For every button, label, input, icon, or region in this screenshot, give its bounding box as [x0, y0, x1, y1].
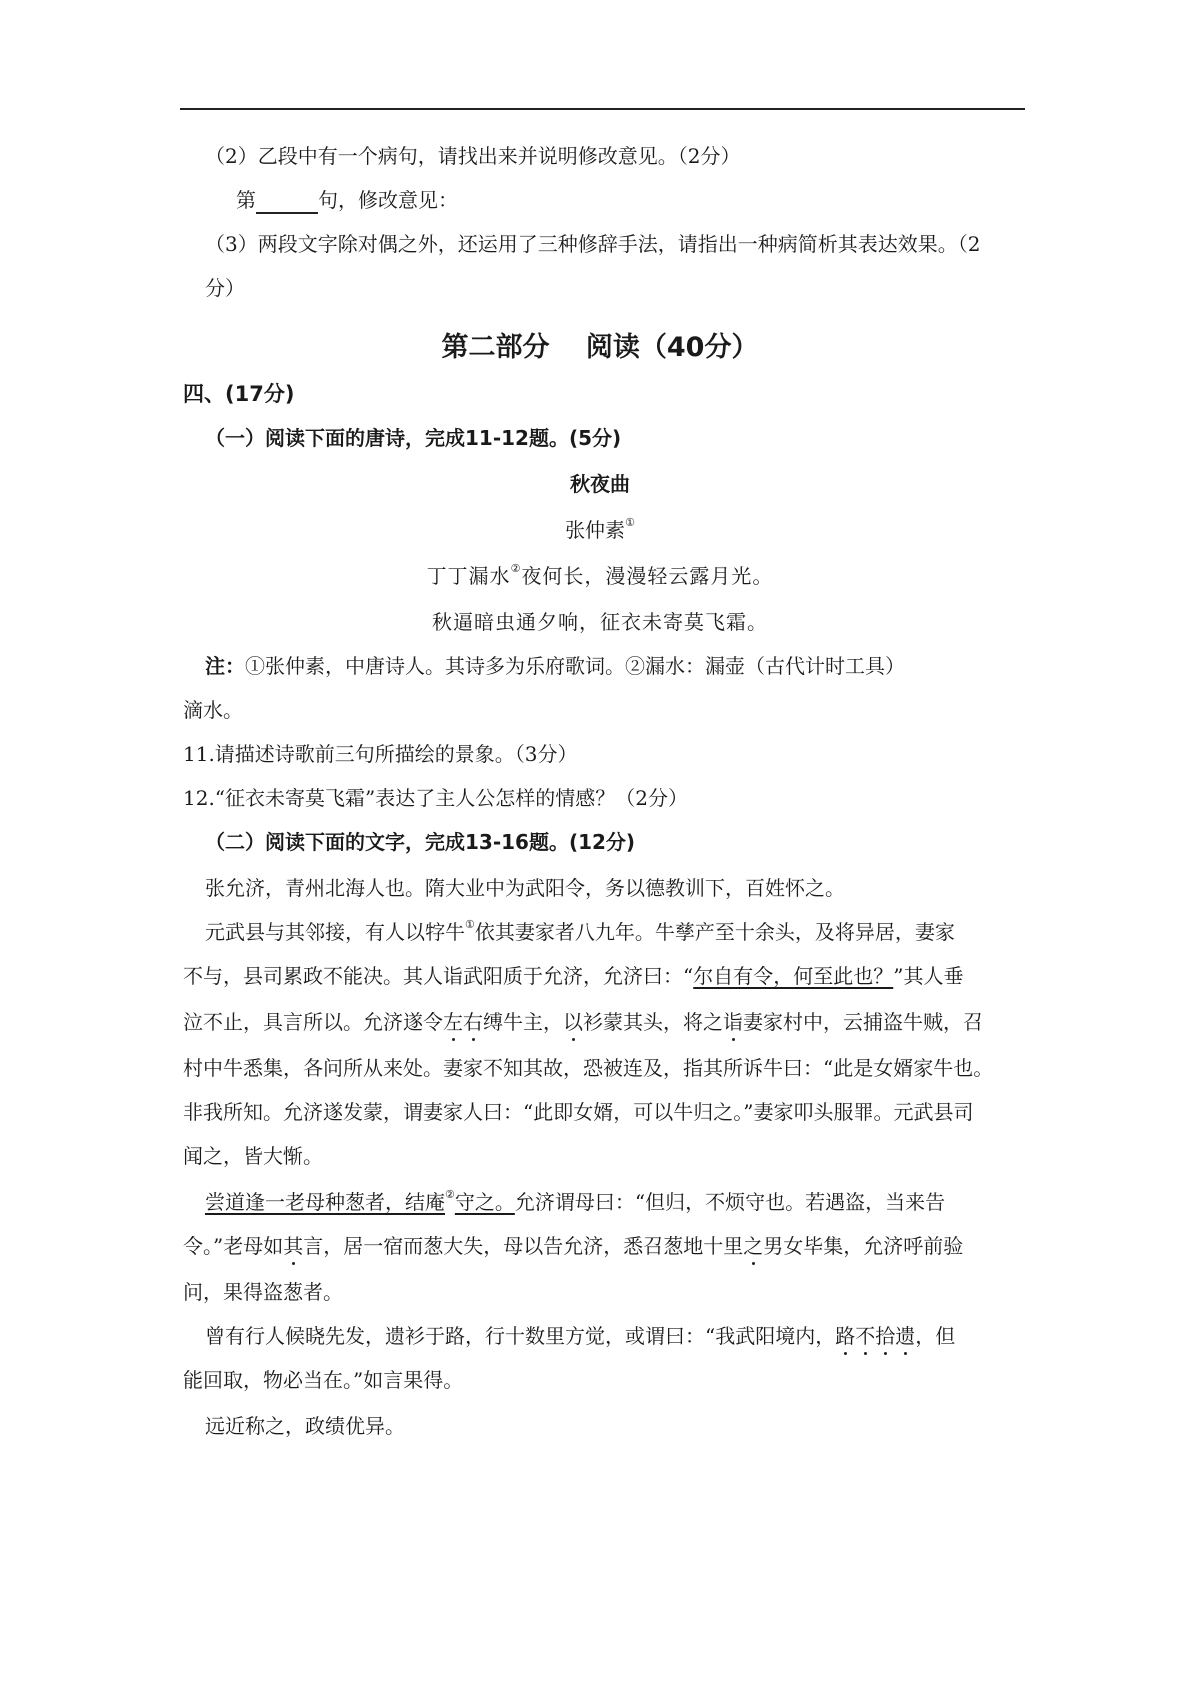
fill-prefix: 第	[236, 188, 256, 212]
passage-footnote-mark-1: ①	[465, 918, 475, 931]
passage-line-12: 能回取，物必当在。”如言果得。	[183, 1368, 464, 1392]
question-2-prompt: （2）乙段中有一个病句，请找出来并说明修改意见。（2分）	[205, 144, 741, 168]
fill-suffix: 句，修改意见：	[318, 188, 458, 212]
passage-line-11	[205, 1322, 955, 1350]
underlined-sentence-2-part-b: 守之。	[454, 1190, 515, 1214]
passage-line-9-part-b: 言，居一宿而葱大失，母以告允济，悉召葱地十里	[303, 1234, 744, 1258]
passage-line-8	[205, 1188, 945, 1216]
dotted-phrase-lubushiyi	[835, 1324, 915, 1348]
header-rule	[180, 108, 1025, 110]
question-12: 12.“征衣未寄莫飞霜”表达了主人公怎样的情感？（2分）	[183, 786, 688, 810]
dotted-char: 遗	[895, 1324, 916, 1348]
passage-line-1: 张允济，青州北海人也。隋大业中为武阳令，务以德教训下，百姓怀之。	[205, 876, 845, 900]
poem-title: 秋夜曲	[570, 472, 630, 496]
passage-line-9-part-c: 男女毕集，允济呼前验	[763, 1234, 964, 1258]
question-11: 11.请描述诗歌前三句所描绘的景象。（3分）	[183, 742, 578, 766]
underlined-sentence-2-part-a: 尝道逢一老母种葱者，结庵	[205, 1190, 445, 1214]
passage-line-11-part-b: ，但	[915, 1324, 956, 1348]
note-label: 注：	[205, 654, 245, 678]
footnote-mark-2: ②	[510, 562, 522, 575]
passage-line-2-part-a: 元武县与其邻接，有人以牸牛	[205, 920, 465, 944]
part-2-title: 第二部分 阅读（40分）	[441, 332, 759, 363]
passage-line-4-part-d: 妻家村中，云捕盗牛贼，召	[743, 1010, 983, 1034]
question-3-line-2: 分）	[205, 276, 245, 300]
dotted-char: 拾	[875, 1324, 896, 1348]
passage-line-2	[205, 918, 955, 946]
poem-line-1-part-a: 丁丁漏水	[426, 564, 511, 588]
passage-line-5: 村中牛悉集，各问所从来处。妻家不知其故，恐被连及，指其所诉牛曰：“此是女婿家牛也。	[183, 1056, 994, 1080]
underlined-sentence-1: 尔自有令，何至此也？	[693, 964, 894, 988]
poem-author-name: 张仲素	[565, 518, 626, 542]
dotted-word-zhi: 之	[743, 1234, 764, 1258]
poem-note-line-1	[205, 652, 905, 680]
poem-line-1	[0, 562, 1200, 590]
passage-line-4-part-a: 泣不止，具言所以。允济遂令	[183, 1010, 443, 1034]
dotted-char: 左	[443, 1010, 463, 1034]
passage-line-4-part-b: 缚牛主，	[483, 1010, 563, 1034]
passage-line-4-part-c: 衫蒙其头，将之	[583, 1010, 723, 1034]
note-text-1: ①张仲素，中唐诗人。其诗多为乐府歌词。②漏水：漏壶（古代计时工具）	[245, 654, 905, 678]
dotted-char: 右	[463, 1010, 483, 1034]
passage-line-8-part-b: 允济谓母曰：“但归，不烦守也。若遇盗，当来告	[514, 1190, 946, 1214]
poem-line-2: 秋逼暗虫通夕响，征衣未寄莫飞霜。	[432, 610, 768, 634]
dotted-text	[443, 1010, 483, 1034]
passage-line-3-part-b: 允济，允济曰：“	[543, 964, 694, 988]
dotted-word-yi: 以	[563, 1010, 583, 1034]
dotted-char: 不	[855, 1324, 876, 1348]
passage-footnote-mark-2: ②	[445, 1188, 455, 1201]
poem-author	[0, 516, 1200, 544]
answer-blank[interactable]	[256, 192, 318, 214]
poem-line-1-part-b: 夜何长，漫漫轻云露月光。	[521, 564, 774, 588]
question-2-fill-line	[236, 186, 458, 214]
poem-note-line-2: 滴水。	[183, 698, 243, 722]
passage-line-2-part-b: 依其妻家者八九年。牛孳产至十余头，及将异居，妻家	[474, 920, 955, 944]
question-3-line-1: （3）两段文字除对偶之外，还运用了三种修辞手法，请指出一种病简析其表达效果。（2	[205, 232, 981, 256]
passage-line-3	[183, 962, 963, 990]
passage-line-10: 问，果得盗葱者。	[183, 1280, 343, 1304]
passage-line-6: 非我所知。允济遂发蒙，谓妻家人曰：“此即女婿，可以牛归之。”妻家叩头服罪。元武县司	[183, 1100, 974, 1124]
passage-line-13: 远近称之，政绩优异。	[205, 1414, 405, 1438]
subsection-1-heading: （一）阅读下面的唐诗，完成11-12题。(5分)	[205, 426, 622, 450]
passage-line-4	[183, 1008, 983, 1036]
passage-line-9-part-a: 令。”老母如	[183, 1234, 284, 1258]
passage-line-11-part-a: 曾有行人候晓先发，遗衫于路，行十数里方觉，或谓曰：“我武阳境内，	[205, 1324, 836, 1348]
footnote-mark-1: ①	[625, 516, 635, 529]
passage-line-3-part-a: 不与，县司累政不能决。其人诣武阳质于	[183, 964, 543, 988]
subsection-2-heading: （二）阅读下面的文字，完成13-16题。(12分)	[205, 830, 636, 854]
passage-line-3-part-c: ”其人垂	[893, 964, 964, 988]
dotted-word-zuoyou	[443, 1010, 483, 1034]
dotted-word-yi-2: 诣	[723, 1010, 743, 1034]
dotted-word-qi: 其	[283, 1234, 304, 1258]
passage-line-9	[183, 1232, 963, 1260]
section-4-heading: 四、(17分)	[183, 382, 295, 406]
passage-line-7: 闻之，皆大惭。	[183, 1144, 323, 1168]
dotted-char: 路	[835, 1324, 856, 1348]
